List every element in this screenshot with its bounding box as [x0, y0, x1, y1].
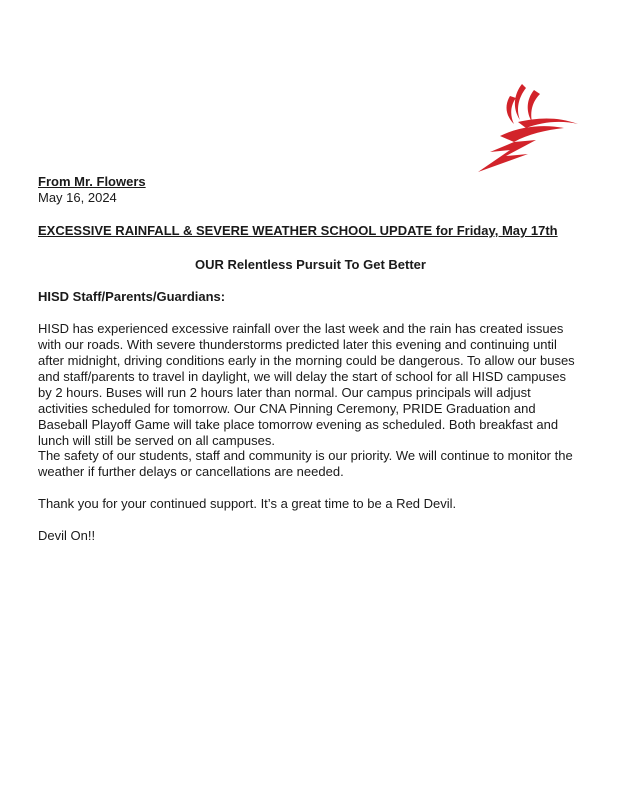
- letter-date: May 16, 2024: [38, 190, 117, 205]
- letter-signoff: Devil On!!: [38, 528, 96, 543]
- letter-headline: EXCESSIVE RAINFALL & SEVERE WEATHER SCHOOL UPDATE for Friday, May 17th: [38, 223, 558, 238]
- letter-paragraph: HISD has experienced excessive rainfall over the last week and the rain has created issues with our roads. With severe thunderstorms predicted later this evening and continuing until after midnight, driving conditions early in the morning could be dangerous. To allow our buses and staff/parents to travel in daylight, we will delay the start of school for all HISD campuses by 2 hours. Buses will run 2 hours later than normal. Our campus principals will adjust activities scheduled for tomorrow. Our CNA Pinning Ceremony, PRIDE Graduation and Baseball Playoff Game will take place tomorrow evening as scheduled. Both breakfast and lunch will still be served on all campuses.: [38, 321, 575, 448]
- letter-subtitle: OUR Relentless Pursuit To Get Better: [195, 257, 426, 272]
- letter-greeting: HISD Staff/Parents/Guardians:: [38, 289, 226, 304]
- letter-from: From Mr. Flowers: [38, 174, 146, 189]
- red-devil-pitchfork-logo-icon: [470, 80, 582, 172]
- letter-paragraph: The safety of our students, staff and community is our priority. We will continue to monitor the weather if further delays or cancellations are needed.: [38, 448, 573, 479]
- letter-paragraph: Thank you for your continued support. It’s a great time to be a Red Devil.: [38, 496, 457, 511]
